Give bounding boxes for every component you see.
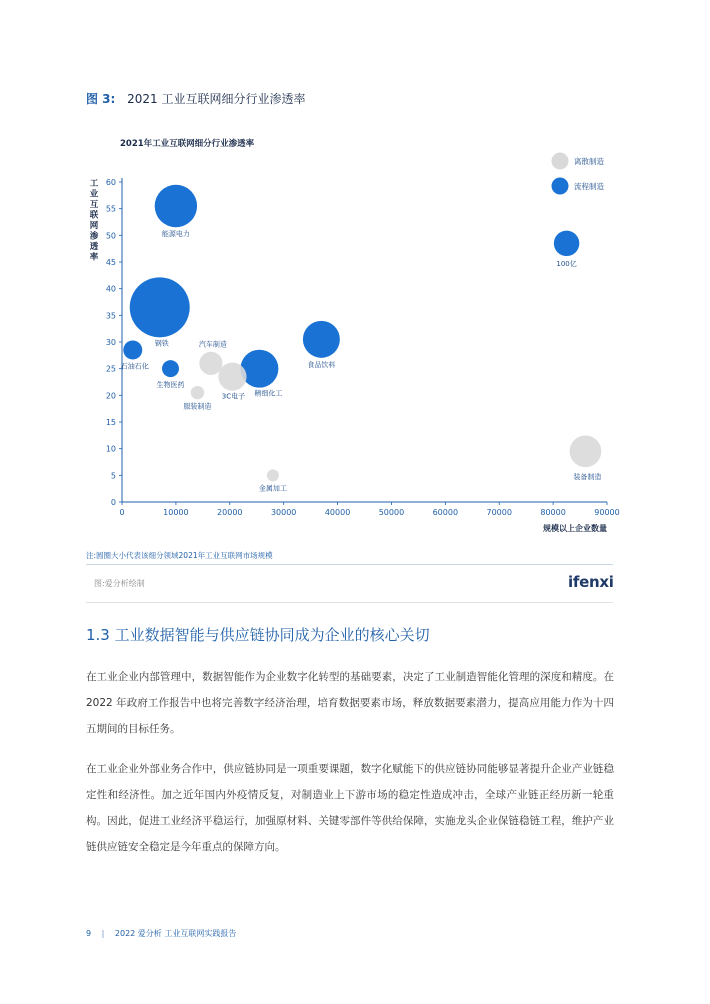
bubble-label: 能源电力 <box>161 230 190 239</box>
bubble <box>123 341 142 360</box>
bubble <box>303 321 340 358</box>
y-tick-label: 25 <box>105 364 116 374</box>
x-tick-label: 70000 <box>486 508 512 517</box>
section-heading: 1.3 工业数据智能与供应链协同成为企业的核心关切 <box>86 626 430 644</box>
bubble-label: 精细化工 <box>254 389 283 398</box>
chart-title: 2021年工业互联网细分行业渗透率 <box>120 139 255 149</box>
page-footer <box>86 928 236 939</box>
ifenxi-logo: ifenxi <box>568 573 614 591</box>
chart-bubbles <box>121 185 602 493</box>
figure-source: 图:爱分析绘制 <box>94 579 145 588</box>
legend-swatch <box>552 178 569 195</box>
x-tick-label: 30000 <box>270 508 297 517</box>
y-tick-label: 20 <box>105 391 116 401</box>
y-axis-label-char: 业 <box>89 189 99 200</box>
y-axis-label-char: 渗 <box>89 231 99 242</box>
bubble-label: 食品饮料 <box>307 360 336 369</box>
divider <box>86 602 613 603</box>
bubble-label: 生物医药 <box>156 381 185 390</box>
x-tick-label: 50000 <box>378 508 405 517</box>
bubble <box>554 231 579 256</box>
bubble <box>191 386 204 399</box>
paragraph: 在工业企业内部管理中，数据智能作为企业数字化转型的基础要素，决定了工业制造智能化管理的深度和精度。在2022 年政府工作报告中也将完善数字经济治理，培育数据要素市场，释放数据要素潜力，提高应用能力作为十四五期间的目标任务。 <box>86 671 614 735</box>
y-axis-label-char: 工 <box>89 179 99 189</box>
y-axis-label-char: 互 <box>89 200 99 210</box>
bubble <box>267 469 279 481</box>
figure-title-text: 2021 工业互联网细分行业渗透率 <box>127 92 306 106</box>
bubble-label: 100亿 <box>556 260 577 269</box>
y-tick-label: 15 <box>105 418 116 427</box>
y-axis-label-char: 网 <box>89 221 99 231</box>
x-tick-label: 10000 <box>163 508 189 517</box>
y-tick-label: 0 <box>110 498 116 507</box>
bubble <box>218 363 246 391</box>
bubble-label: 服装制造 <box>183 402 212 411</box>
y-tick-label: 5 <box>110 471 116 481</box>
chart-axes <box>106 178 620 517</box>
legend-swatch <box>552 153 569 170</box>
bubble <box>155 185 197 227</box>
x-tick-label: 80000 <box>540 508 566 517</box>
bubble <box>162 360 179 377</box>
bubble-label: 汽车制造 <box>198 340 227 349</box>
chart-note: 注:圆圈大小代表该细分领域2021年工业互联网市场规模 <box>86 551 273 560</box>
footer-text: 2022 爱分析 工业互联网实践报告 <box>114 929 237 938</box>
y-tick-label: 40 <box>105 284 116 294</box>
y-axis-label-char: 率 <box>89 252 99 263</box>
bubble-label: 钢铁 <box>154 339 169 348</box>
x-tick-label: 60000 <box>432 508 459 517</box>
bubble-label: 金属加工 <box>258 484 287 493</box>
bubble <box>130 277 190 337</box>
y-tick-label: 30 <box>105 338 116 347</box>
y-tick-label: 60 <box>105 178 116 187</box>
legend-label: 离散制造 <box>574 157 604 166</box>
page-number: 9 <box>86 929 92 938</box>
x-tick-label: 40000 <box>324 508 351 517</box>
y-axis-label <box>89 179 99 263</box>
x-tick-label: 90000 <box>594 508 620 517</box>
x-tick-label: 0 <box>119 508 125 517</box>
y-tick-label: 50 <box>105 231 116 241</box>
bubble <box>199 352 222 375</box>
bubble-label: 石油石化 <box>120 362 149 371</box>
bubble <box>240 350 278 388</box>
y-tick-label: 55 <box>105 204 116 214</box>
figure-number: 图 3: <box>86 92 116 106</box>
chart-legend <box>552 153 605 195</box>
x-axis-label: 规模以上企业数量 <box>543 524 607 533</box>
y-tick-label: 45 <box>105 258 116 267</box>
bubble-label: 装备制造 <box>573 473 602 482</box>
y-tick-label: 35 <box>105 311 116 321</box>
bubble <box>570 435 602 467</box>
y-tick-label: 10 <box>105 444 116 454</box>
bubble-label: 3C电子 <box>221 392 246 401</box>
divider <box>86 564 613 565</box>
x-tick-label: 20000 <box>217 508 243 517</box>
footer-separator: | <box>101 929 105 938</box>
paragraph: 在工业企业外部业务合作中，供应链协同是一项重要课题，数字化赋能下的供应链协同能够显著提升企业产业链稳定性和经济性。加之近年国内外疫情反复，对制造业上下游市场的稳定性造成冲击，全球产业链正经历新一轮重构。因此，促进工业经济平稳运行，加强原材料、关键零部件等供给保障，实施龙头企业保链稳链工程，维护产业链供应链安全稳定是今年重点的保障方向。 <box>86 763 614 853</box>
y-axis-label-char: 联 <box>89 210 99 221</box>
y-axis-label-char: 透 <box>89 242 99 252</box>
legend-label: 流程制造 <box>574 182 604 191</box>
